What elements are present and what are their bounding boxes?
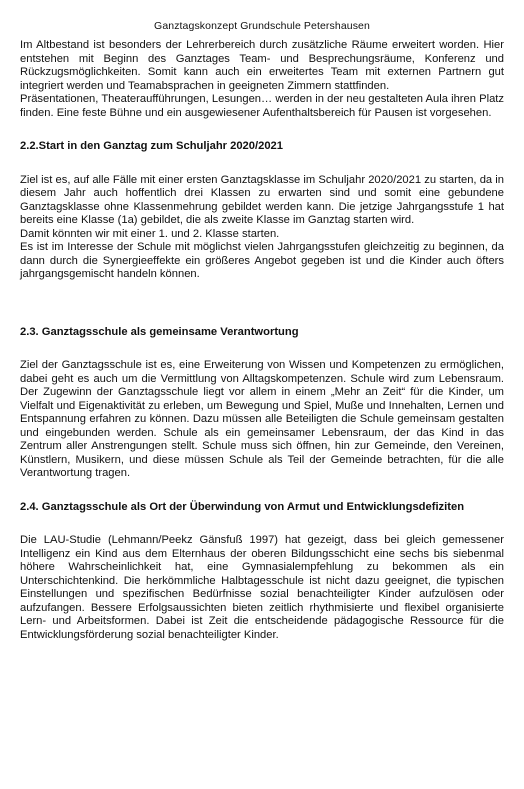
section-heading: 2.4. Ganztagsschule als Ort der Überwindung von Armut und Entwicklungsdefiziten [20, 500, 465, 513]
section-paragraph: Ziel der Ganztagsschule ist es, eine Erweiterung von Wissen und Kompetenzen zu ermöglichen, dabei geht es auch um die Vermittlung von Alltagskompetenzen. Schule wird zum Lebensraum. Der Zugewinn der Ganztagsschule liegt vor allem in einem „Mehr an Zeit“ für die Kinder, um Vielfalt und Eigenaktivität zu erleben, um Bewegung und Spiel, Muße und Innehalten, Lernen und Entspannung erfahren zu können. Dazu müssen alle Beteiligten die Schule gemeinsam gestalten und eingebunden werden. Schule als ein gemeinsamer Lebensraum, der das Kind in das Zentrum aller Anstrengungen stellt. Schule muss sich öffnen, hin zur Gemeinde, den Vereinen, Künstlern, Musikern, und diese müssen Schule als Teil der Gemeinde betrachten, für die alle Verantwortung tragen. [20, 359, 504, 479]
section-paragraph: Es ist im Interesse der Schule mit möglichst vielen Jahrgangsstufen gleichzeitig zu beginnen, da dann durch die Synergieeffekte ein größeres Angebot gegeben ist und die Kinder auch öfters jahrgangsgemischt handeln können. [20, 241, 504, 280]
intro-paragraph: Präsentationen, Theateraufführungen, Lesungen… werden in der neu gestalteten Aula ihren Platz finden. Eine feste Bühne und ein ausgewiesener Aufenthaltsbereich für Pausen ist vorgesehen. [20, 93, 504, 119]
intro-paragraph: Im Altbestand ist besonders der Lehrerbereich durch zusätzliche Räume erweitert worden. Hier entstehen mit Beginn des Ganztages Team- und Besprechungsräume, Konferenz und Rückzugsmöglichkeiten. Somit kann auch ein erweitertes Team mit externen Partnern gut integriert werden und Teamabsprachen in geeigneten Zimmern stattfinden. [20, 39, 504, 92]
section-paragraph: Damit könnten wir mit einer 1. und 2. Klasse starten. [20, 227, 280, 240]
section-heading: 2.2.Start in den Ganztag zum Schuljahr 2020/2021 [20, 140, 283, 152]
page-header: Ganztagskonzept Grundschule Petershausen [154, 20, 370, 32]
document-body [20, 39, 504, 642]
section-paragraph: Ziel ist es, auf alle Fälle mit einer ersten Ganztagsklasse im Schuljahr 2020/2021 zu starten, da in diesem Jahr auch hoffentlich drei Klassen zu erwarten sind und somit eine gebundene Ganztagsklasse ohne Klassenmehrung gebildet werden kann. Die jetzige Jahrgangsstufe 1 hat bereits eine Klasse (1a) gebildet, die als zweite Klasse im Ganztag starten wird. [20, 173, 504, 226]
section-heading: 2.3. Ganztagsschule als gemeinsame Verantwortung [20, 325, 299, 338]
section-paragraph: Die LAU-Studie (Lehmann/Peekz Gänsfuß 1997) hat gezeigt, dass bei gleich gemessener Intelligenz ein Kind aus dem Elternhaus der oberen Bildungsschicht eine sechs bis siebenmal höhere Wahrscheinlichkeit hat, eine Gymnasialempfehlung zu bekommen als ein Unterschichtenkind. Die herkömmliche Halbtagesschule ist nicht dazu geeignet, die typischen Einstellungen und spezifischen Bedürfnisse sozial benachteiligter Kinder aufzulösen oder aufzufangen. Bessere Erfolgsaussichten bieten zeitlich rhythmisierte und flexibel organisierte Lern- und Arbeitsformen. Dabei ist Zeit die entscheidende pädagogische Ressource für die Entwicklungsförderung sozial benachteiligter Kinder. [20, 534, 504, 641]
